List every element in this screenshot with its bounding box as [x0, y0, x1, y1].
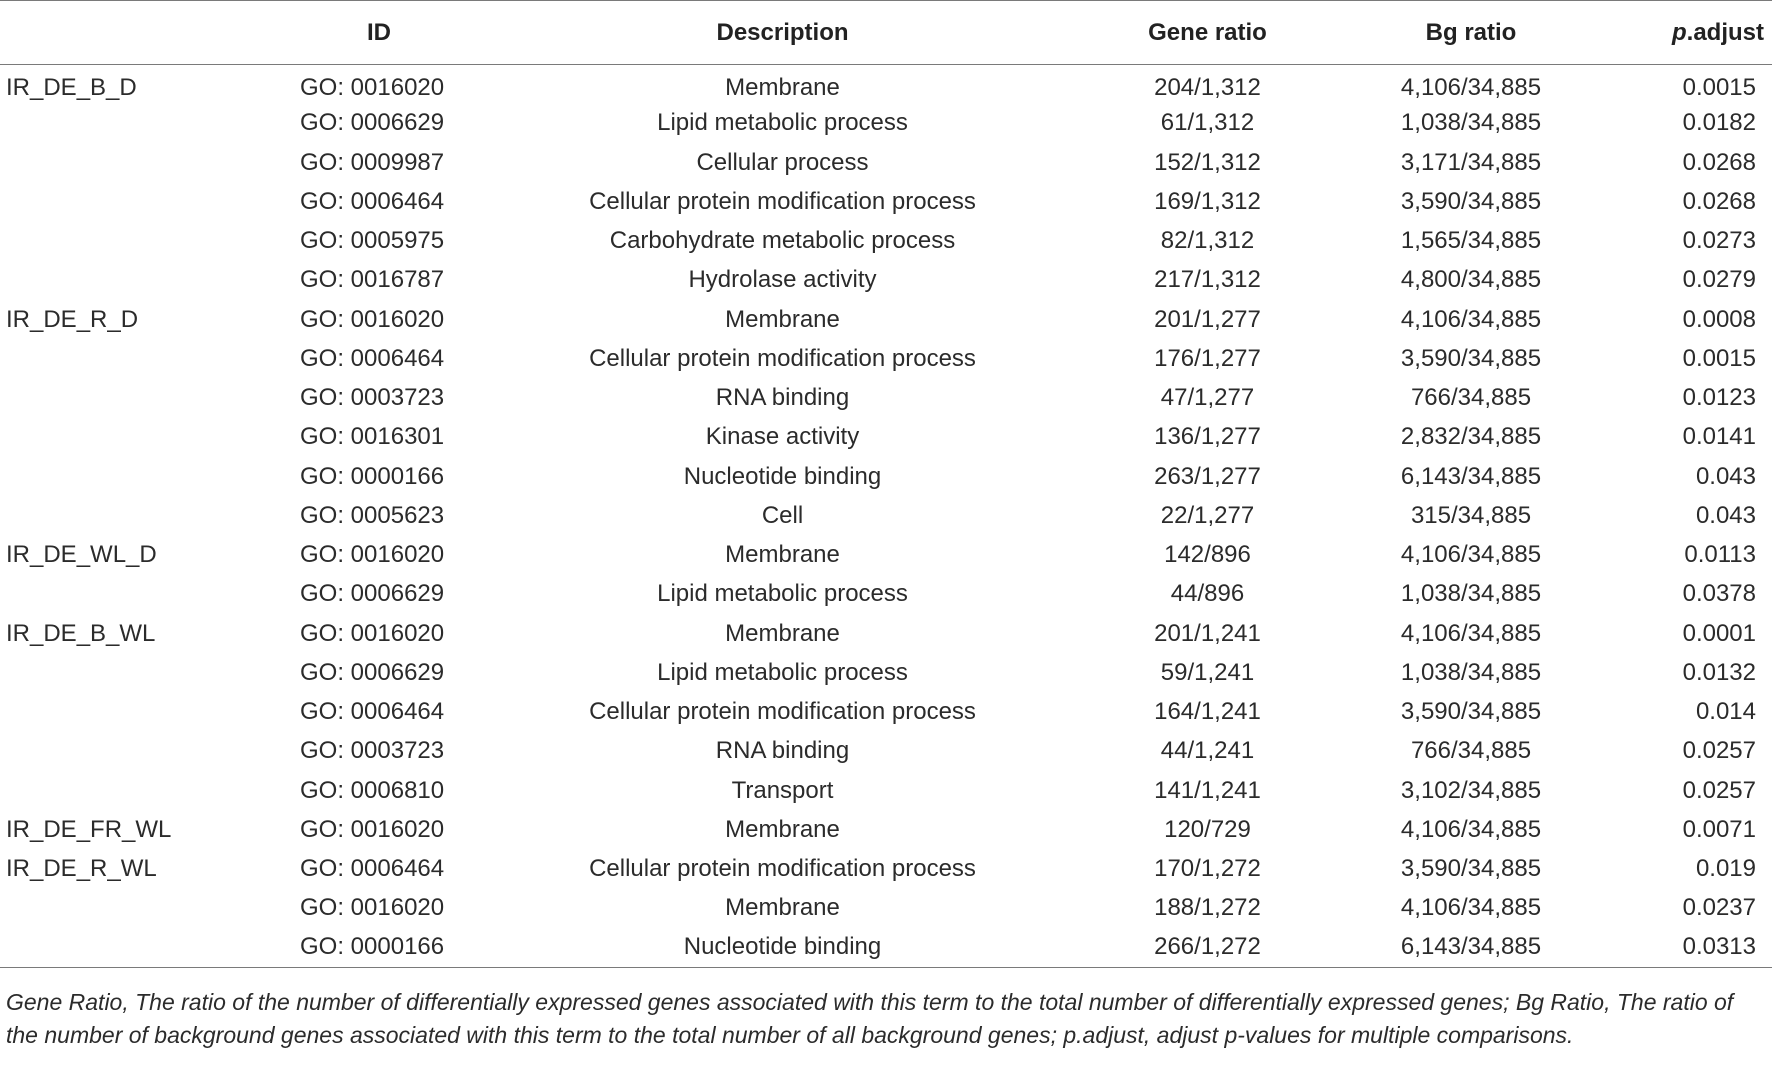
go-description: Transport [731, 776, 834, 804]
go-description: Cellular protein modification process [589, 187, 976, 215]
go-description: Nucleotide binding [490, 928, 1075, 967]
go-description: Membrane [725, 815, 840, 843]
go-id: GO: 0003723 [300, 737, 445, 765]
group-label [0, 732, 268, 771]
go-description: Membrane [725, 541, 840, 569]
p-adjust-value: 0.0257 [1682, 737, 1756, 765]
table-header [0, 1, 1772, 65]
table-row [0, 379, 1772, 418]
go-id: GO: 0016020 [300, 74, 445, 102]
go-id: GO: 0006810 [300, 776, 445, 804]
table-row [0, 536, 1772, 575]
gene-ratio: 201/1,241 [1154, 619, 1261, 647]
group-label [0, 496, 268, 535]
gene-ratio: 142/896 [1164, 541, 1251, 569]
gene-ratio: 82/1,312 [1160, 227, 1255, 255]
group-label [0, 928, 268, 967]
group-label [0, 182, 268, 221]
go-description: Membrane [725, 305, 840, 333]
table-row [0, 928, 1772, 967]
bg-ratio: 3,102/34,885 [1400, 776, 1542, 804]
group-label [0, 339, 268, 378]
gene-ratio: 44/1,241 [1160, 737, 1255, 765]
go-description: RNA binding [715, 384, 850, 412]
bg-ratio: 3,590/34,885 [1400, 698, 1542, 726]
table-row [0, 496, 1772, 535]
go-id: GO: 0016301 [300, 423, 445, 451]
go-id: GO: 0009987 [300, 148, 445, 176]
go-description: Cellular protein modification process [589, 698, 976, 726]
bg-ratio: 766/34,885 [1410, 737, 1532, 765]
bg-ratio: 3,590/34,885 [1400, 344, 1542, 372]
bg-ratio: 315/34,885 [1410, 501, 1532, 529]
go-description: Membrane [725, 619, 840, 647]
p-adjust-value: 0.0237 [1682, 894, 1756, 922]
table-row [0, 339, 1772, 378]
go-id: GO: 0003723 [300, 384, 445, 412]
table-row [0, 653, 1772, 692]
gene-ratio: 136/1,277 [1154, 423, 1261, 451]
group-label [0, 222, 268, 261]
go-description: Lipid metabolic process [657, 109, 908, 137]
p-adjust-value: 0.0001 [1682, 619, 1756, 647]
header-p-adjust [1602, 1, 1772, 65]
gene-ratio: 44/896 [1170, 580, 1245, 608]
p-adjust-value: 0.043 [1695, 462, 1756, 490]
gene-ratio: 263/1,277 [1154, 462, 1261, 490]
bg-ratio: 1,038/34,885 [1400, 109, 1542, 137]
header-bg-ratio: Bg ratio [1340, 1, 1602, 65]
bg-ratio: 4,106/34,885 [1400, 619, 1542, 647]
bg-ratio: 1,038/34,885 [1400, 580, 1542, 608]
go-id: GO: 0006464 [300, 344, 445, 372]
header-p-adjust-suffix: .adjust [1686, 18, 1764, 46]
header-description: Description [490, 1, 1075, 65]
gene-ratio: 266/1,272 [1075, 928, 1340, 967]
group-label [0, 261, 268, 300]
bg-ratio: 4,106/34,885 [1400, 305, 1542, 333]
p-adjust-value: 0.0279 [1682, 266, 1756, 294]
gene-ratio: 170/1,272 [1154, 855, 1261, 883]
group-label: IR_DE_R_WL [6, 855, 157, 883]
group-label [0, 653, 268, 692]
gene-ratio: 47/1,277 [1160, 384, 1255, 412]
p-adjust-value: 0.0313 [1602, 928, 1772, 967]
table-row [0, 261, 1772, 300]
go-id: GO: 0005623 [300, 501, 445, 529]
gene-ratio: 141/1,241 [1154, 776, 1261, 804]
go-id: GO: 0006629 [300, 580, 445, 608]
gene-ratio: 59/1,241 [1160, 658, 1255, 686]
go-description: Carbohydrate metabolic process [609, 227, 956, 255]
p-adjust-value: 0.0257 [1682, 776, 1756, 804]
table-footnote: Gene Ratio, The ratio of the number of differentially expressed genes associated with this term to the total number of differentially expressed genes; Bg Ratio, The ratio of the number of background genes associated with this term to the total number of all background genes; p.adjust, adjust p-values for multiple comparisons. [6, 989, 1734, 1048]
go-description: Cellular protein modification process [589, 855, 976, 883]
table-row [0, 810, 1772, 849]
table-row [0, 143, 1772, 182]
p-adjust-value: 0.0113 [1684, 541, 1756, 569]
table-row [0, 732, 1772, 771]
group-label [0, 575, 268, 614]
group-label: IR_DE_B_WL [6, 619, 156, 647]
bg-ratio: 4,106/34,885 [1400, 74, 1542, 102]
group-label: IR_DE_FR_WL [6, 815, 172, 843]
group-label [0, 104, 268, 143]
bg-ratio: 6,143/34,885 [1400, 462, 1542, 490]
group-label: IR_DE_B_D [6, 74, 137, 102]
group-label [0, 771, 268, 810]
bg-ratio: 2,832/34,885 [1400, 423, 1542, 451]
go-id: GO: 0016020 [300, 305, 445, 333]
bg-ratio: 4,106/34,885 [1400, 894, 1542, 922]
group-label: IR_DE_WL_D [6, 541, 157, 569]
p-adjust-value: 0.0008 [1682, 305, 1756, 333]
p-adjust-value: 0.0268 [1682, 148, 1756, 176]
gene-ratio: 22/1,277 [1160, 501, 1255, 529]
go-description: Kinase activity [705, 423, 860, 451]
group-label [0, 143, 268, 182]
header-group [0, 1, 268, 65]
table-row [0, 65, 1772, 104]
gene-ratio: 201/1,277 [1154, 305, 1261, 333]
gene-ratio: 61/1,312 [1160, 109, 1255, 137]
go-description: Membrane [725, 74, 840, 102]
group-label [0, 379, 268, 418]
header-row [0, 1, 1772, 65]
p-adjust-value: 0.0132 [1682, 658, 1756, 686]
bg-ratio: 3,590/34,885 [1400, 187, 1542, 215]
group-label [0, 418, 268, 457]
go-description: Nucleotide binding [683, 462, 882, 490]
table-row [0, 300, 1772, 339]
group-label [0, 457, 268, 496]
table-row [0, 104, 1772, 143]
bg-ratio: 4,800/34,885 [1400, 266, 1542, 294]
gene-ratio: 176/1,277 [1154, 344, 1261, 372]
p-adjust-value: 0.0268 [1682, 187, 1756, 215]
header-p-adjust-prefix: p [1671, 18, 1687, 46]
gene-ratio: 217/1,312 [1154, 266, 1261, 294]
p-adjust-value: 0.014 [1695, 698, 1756, 726]
bg-ratio: 3,171/34,885 [1400, 148, 1542, 176]
p-adjust-value: 0.0123 [1682, 384, 1756, 412]
bg-ratio: 3,590/34,885 [1400, 855, 1542, 883]
bg-ratio: 6,143/34,885 [1340, 928, 1602, 967]
go-id: GO: 0016020 [300, 619, 445, 647]
table-row [0, 182, 1772, 221]
p-adjust-value: 0.019 [1695, 855, 1756, 883]
group-label: IR_DE_R_D [6, 305, 139, 333]
group-label [0, 693, 268, 732]
go-id: GO: 0000166 [268, 928, 490, 967]
header-gene-ratio: Gene ratio [1075, 1, 1340, 65]
go-id: GO: 0016020 [300, 894, 445, 922]
go-id: GO: 0006464 [300, 855, 445, 883]
bg-ratio: 1,565/34,885 [1400, 227, 1542, 255]
go-description: Lipid metabolic process [657, 658, 908, 686]
go-description: Cellular protein modification process [589, 344, 976, 372]
table-row [0, 693, 1772, 732]
p-adjust-value: 0.0378 [1682, 580, 1756, 608]
table-row [0, 771, 1772, 810]
p-adjust-value: 0.0015 [1682, 74, 1756, 102]
table-row [0, 850, 1772, 889]
p-adjust-value: 0.043 [1695, 501, 1756, 529]
table-row [0, 222, 1772, 261]
gene-ratio: 164/1,241 [1154, 698, 1261, 726]
gene-ratio: 204/1,312 [1154, 74, 1261, 102]
go-description: Lipid metabolic process [657, 580, 908, 608]
header-id: ID [268, 1, 490, 65]
table-row [0, 457, 1772, 496]
go-description: Membrane [725, 894, 840, 922]
gene-ratio: 188/1,272 [1154, 894, 1261, 922]
go-id: GO: 0006629 [300, 109, 445, 137]
p-adjust-value: 0.0015 [1682, 344, 1756, 372]
gene-ratio: 152/1,312 [1154, 148, 1261, 176]
bg-ratio: 1,038/34,885 [1400, 658, 1542, 686]
group-label [0, 889, 268, 928]
p-adjust-value: 0.0273 [1682, 227, 1756, 255]
go-id: GO: 0016020 [300, 815, 445, 843]
go-description: Hydrolase activity [688, 266, 877, 294]
gene-ratio: 169/1,312 [1154, 187, 1261, 215]
go-id: GO: 0006629 [300, 658, 445, 686]
p-adjust-value: 0.0182 [1682, 109, 1756, 137]
go-description: RNA binding [715, 737, 850, 765]
go-id: GO: 0016020 [300, 541, 445, 569]
go-id: GO: 0000166 [300, 462, 445, 490]
p-adjust-value: 0.0141 [1682, 423, 1756, 451]
go-id: GO: 0005975 [300, 227, 445, 255]
table-row [0, 889, 1772, 928]
table-row [0, 614, 1772, 653]
go-description: Cellular process [696, 148, 869, 176]
bg-ratio: 766/34,885 [1410, 384, 1532, 412]
table-row [0, 418, 1772, 457]
gene-ratio: 120/729 [1164, 815, 1251, 843]
bg-ratio: 4,106/34,885 [1400, 815, 1542, 843]
go-id: GO: 0016787 [300, 266, 445, 294]
table-body [0, 65, 1772, 968]
go-id: GO: 0006464 [300, 698, 445, 726]
p-adjust-value: 0.0071 [1682, 815, 1756, 843]
table-row [0, 575, 1772, 614]
bg-ratio: 4,106/34,885 [1400, 541, 1542, 569]
go-description: Cell [761, 501, 804, 529]
go-id: GO: 0006464 [300, 187, 445, 215]
